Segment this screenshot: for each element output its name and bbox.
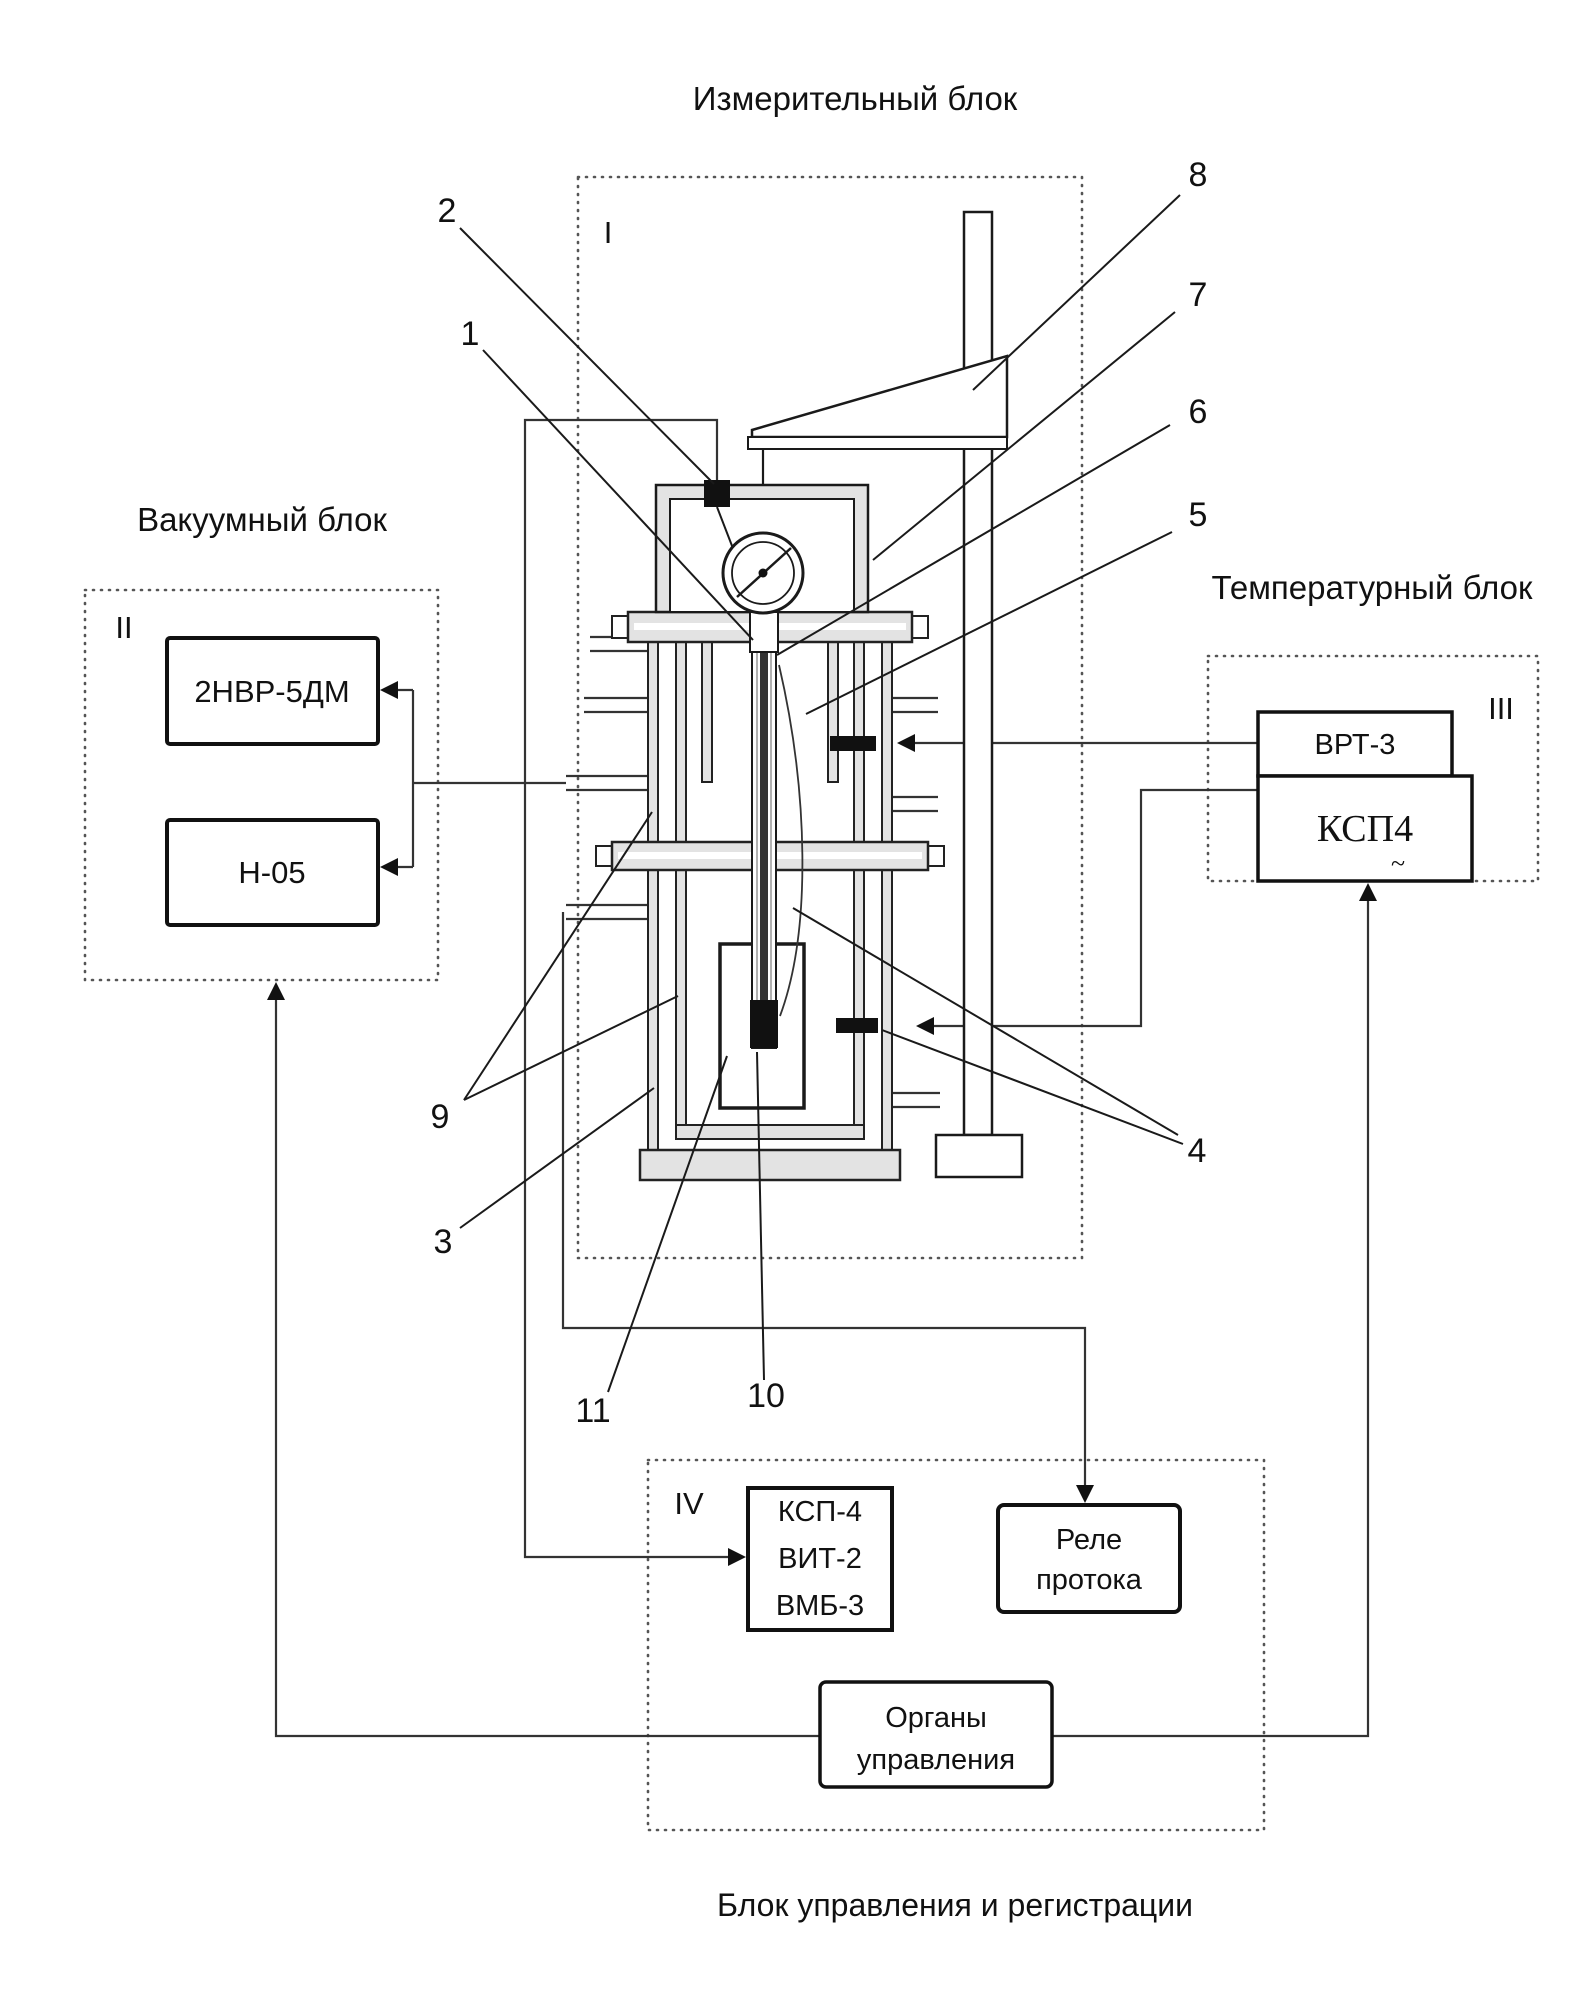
arrowhead-to-ksp4 bbox=[1359, 883, 1377, 901]
bracket-wedge bbox=[752, 356, 1007, 437]
callout-numbers bbox=[431, 156, 1208, 1430]
callout-9: 9 bbox=[430, 1098, 450, 1136]
gauge-stem bbox=[750, 612, 778, 652]
vrt3-label: ВРТ-3 bbox=[1314, 729, 1396, 761]
roman-III: III bbox=[1488, 691, 1514, 726]
lower-sensor-band bbox=[836, 1018, 878, 1033]
stand-rod bbox=[964, 212, 992, 1135]
callout-1: 1 bbox=[460, 315, 480, 353]
roman-I: I bbox=[603, 215, 613, 250]
stand-base bbox=[936, 1135, 1022, 1177]
controls-line-1: Органы bbox=[885, 1702, 987, 1734]
measurement-block-title: Измерительный блок bbox=[692, 80, 1018, 117]
arrowhead-to-flow-relay bbox=[1076, 1485, 1094, 1503]
arrowhead-to-instruments bbox=[728, 1548, 746, 1566]
ksp4-tilde-mark: ~ bbox=[1390, 849, 1406, 878]
cryostat bbox=[596, 612, 944, 1180]
temperature-block-title: Температурный блок bbox=[1211, 569, 1533, 606]
callout-11: 11 bbox=[575, 1392, 611, 1430]
ksp4-label: КСП4 bbox=[1316, 808, 1414, 850]
flow-relay-line bbox=[563, 912, 1085, 1495]
arrowhead-to-vacuum-block bbox=[267, 982, 285, 1000]
callout-7: 7 bbox=[1188, 276, 1208, 314]
control-block-caption: Блок управления и регистрации bbox=[716, 1887, 1194, 1923]
tube-core bbox=[760, 622, 768, 1002]
flow-relay-line-1: Реле bbox=[1055, 1524, 1123, 1556]
callout-3: 3 bbox=[433, 1223, 453, 1261]
text-labels bbox=[115, 80, 1533, 1923]
callout-8: 8 bbox=[1188, 156, 1208, 194]
pump-booster-label: Н-05 bbox=[238, 855, 306, 890]
callout-2: 2 bbox=[437, 192, 457, 230]
arrowhead-lower-sensor bbox=[916, 1017, 934, 1035]
flow-relay-line-2: протока bbox=[1036, 1564, 1142, 1596]
callout-6: 6 bbox=[1188, 393, 1208, 431]
upper-sensor-band bbox=[830, 736, 876, 751]
callout-4: 4 bbox=[1187, 1132, 1207, 1170]
instruments-line-2: ВИТ-2 bbox=[778, 1543, 862, 1575]
instruments-line-3: ВМБ-3 bbox=[775, 1590, 865, 1622]
callout-10: 10 bbox=[747, 1377, 785, 1415]
pump-forevacuum-label: 2НВР-5ДМ bbox=[194, 674, 350, 709]
roman-IV: IV bbox=[674, 1486, 704, 1521]
controls-line-2: управления bbox=[856, 1744, 1016, 1776]
vacuum-block-title: Вакуумный блок bbox=[137, 501, 387, 538]
instruments-line-1: КСП-4 bbox=[777, 1496, 863, 1528]
roman-II: II bbox=[115, 610, 133, 645]
arrowhead-to-pump2 bbox=[380, 858, 398, 876]
sample-plug bbox=[750, 1000, 778, 1048]
arrowhead-upper-sensor bbox=[897, 734, 915, 752]
bracket-bar bbox=[748, 437, 1007, 449]
valve-square bbox=[704, 480, 730, 507]
arrowhead-to-pump1 bbox=[380, 681, 398, 699]
callout-5: 5 bbox=[1188, 496, 1208, 534]
outer-vessel-bottom bbox=[640, 1150, 900, 1180]
callout-leaders bbox=[460, 195, 1183, 1392]
inner-vessel-bottom bbox=[676, 1125, 864, 1139]
